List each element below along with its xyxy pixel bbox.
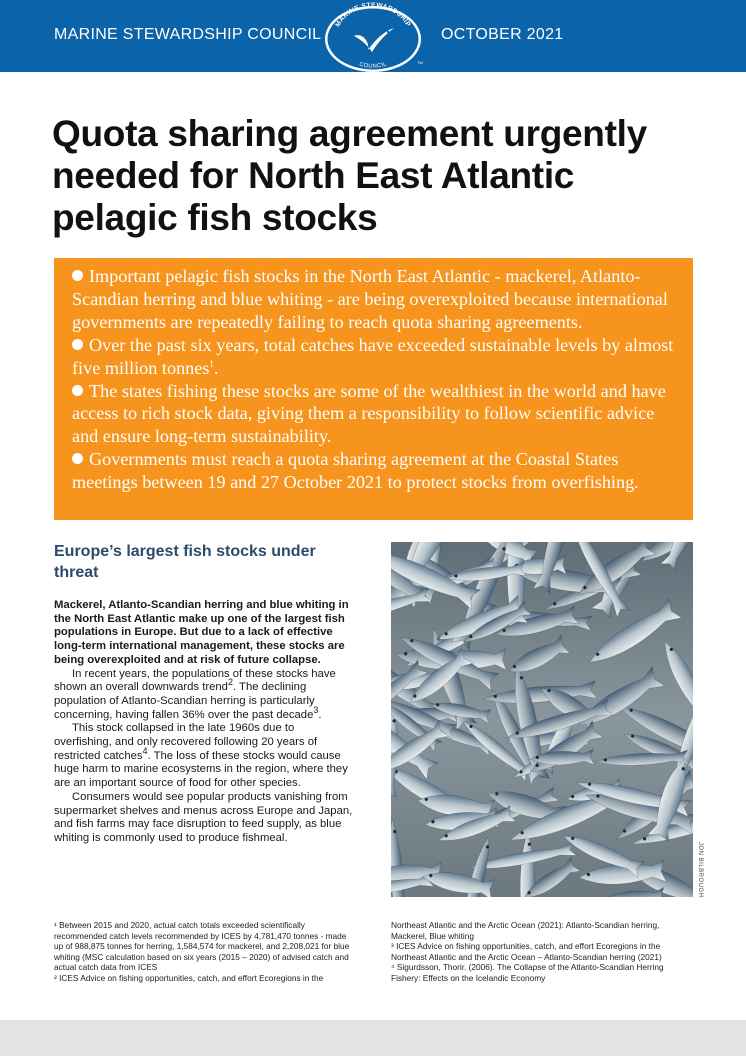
- footnotes-left: [54, 920, 354, 983]
- logo-text-bottom: COUNCIL: [358, 61, 388, 70]
- bullet-icon: [72, 270, 83, 281]
- key-point: Over the past six years, total catches have exceeded sustainable levels by almost five million tonnes$^1$.: [72, 334, 674, 378]
- footnote: ¹ Between 2015 and 2020, actual catch totals exceeded scientifically recommended catch levels recommended by ICES by 4,781,470 tonnes - made up of 988,875 tonnes for herring, 1,584,574 for mackerel, and 2,208,021 for blue whiting (MSC calculation based on six years (2015 – 2020) of advised catch and actual catch data from ICES: [54, 920, 350, 972]
- footnotes-right: [391, 920, 693, 983]
- article-body: [54, 599, 354, 846]
- bullet-icon: [72, 385, 83, 396]
- body-paragraph: In recent years, the populations of these stocks have shown an overall downwards trend$^2$. The declining population of Atlanto-Scandian herring is particularly concerning, having fallen 36% over the past decade$^3$.: [54, 667, 336, 721]
- page-title: Quota sharing agreement urgently needed for North East Atlantic pelagic fish stocks: [52, 113, 647, 238]
- photo-credit: JON BILBROUGH: [697, 842, 703, 898]
- key-points-box: [54, 258, 693, 520]
- issue-date: OCTOBER 2021: [441, 26, 564, 43]
- body-paragraph: Consumers would see popular products vanishing from supermarket shelves and menus across Europe and Japan, and fish farms may face disruption to feed supply, as blue whiting is commonly used to produce fishmeal.: [54, 790, 353, 844]
- footnote: ⁴ Sigurdsson, Thorir. (2006). The Collapse of the Atlanto-Scandian Herring Fishery: Effects on the Icelandic Economy: [391, 962, 664, 983]
- msc-logo: [322, 2, 424, 72]
- fish-pile-image: [391, 542, 693, 897]
- key-point: The states fishing these stocks are some of the wealthiest in the world and have access to rich stock data, giving them a responsibility to follow scientific advice and ensure long-term sustainability.: [72, 380, 666, 447]
- footnote-ref: 3: [313, 704, 319, 715]
- footnote-ref: 1: [209, 358, 214, 369]
- bullet-icon: [72, 339, 83, 350]
- footnote: Northeast Atlantic and the Arctic Ocean (2021): Atlanto-Scandian herring, Mackerel, Blue whiting: [391, 920, 660, 941]
- body-paragraph: This stock collapsed in the late 1960s due to overfishing, and only recovered following 20 years of restricted catches$^4$. The loss of these stocks would cause huge harm to marine ecosystems in the region, where they are an important source of food for other species.: [54, 722, 348, 790]
- footnote-ref: 2: [227, 677, 233, 688]
- bullet-icon: [72, 453, 83, 464]
- key-point: Important pelagic fish stocks in the North East Atlantic - mackerel, Atlanto-Scandian herring and blue whiting - are being overexploited because international governments are repeatedly failing to reach quota sharing agreements.: [72, 266, 668, 332]
- logo-text-top: MARINE STEWARDSHIP: [334, 2, 412, 29]
- footnote: ² ICES Advice on fishing opportunities, catch, and effort Ecoregions in the: [54, 972, 324, 983]
- footnote-ref: 4: [142, 745, 148, 756]
- fish-photo: [391, 542, 693, 897]
- header-bar: [0, 0, 746, 72]
- key-point: Governments must reach a quota sharing agreement at the Coastal States meetings between 19 and 27 October 2021 to protect stocks from overfishing.: [72, 449, 639, 493]
- logo-trademark: TM: [417, 60, 423, 65]
- section-heading: Europe’s largest fish stocks under threat: [54, 543, 316, 581]
- lead-paragraph: Mackerel, Atlanto-Scandian herring and blue whiting in the North East Atlantic make up one of the largest fish populations in Europe. But due to a lack of effective long-term international management, these stocks are being overexploited and at risk of future collapse.: [54, 599, 349, 666]
- footer-bar: [0, 1020, 746, 1056]
- footnote: ³ ICES Advice on fishing opportunities, catch, and effort Ecoregions in the Northeast Atlantic and the Arctic Ocean – Atlanto-Scandian herring (2021): [391, 941, 662, 962]
- organisation-name: MARINE STEWARDSHIP COUNCIL: [54, 26, 322, 43]
